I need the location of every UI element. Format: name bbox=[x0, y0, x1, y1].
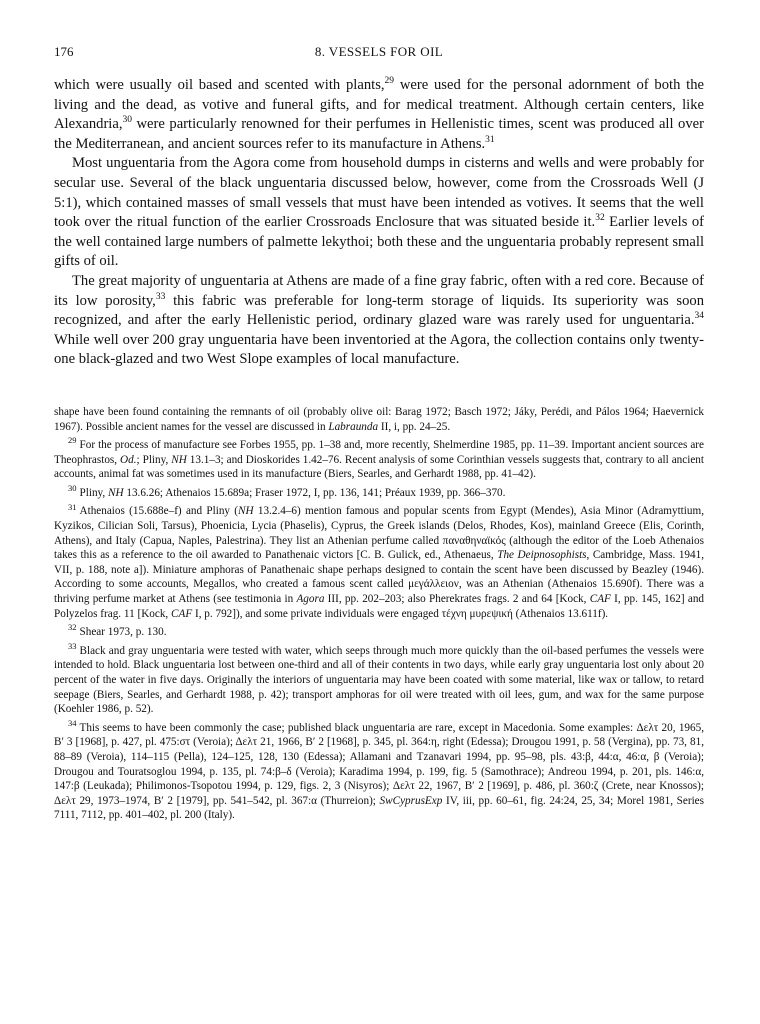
footnote-29: $^{29}$ For the process of manufacture see Forbes 1955, pp. 1–38 and, more recently, Shelmerdine 1985, pp. 11–39. Important ancient sources are Theophrastos, Od.; Pliny, NH 13.1–3; and Dioskorides 1.42–76. Recent analysis of some Corinthian vessels suggests that, contrary to all ancient accounts, animal fat was sometimes used in its manufacture (Biers, Searles, and Gerhardt 1988, pp. 41–42). bbox=[54, 435, 704, 481]
footnote-30: $^{30}$ Pliny, NH 13.6.26; Athenaios 15.689a; Fraser 1972, I, pp. 136, 141; Préaux 1939, pp. 366–370. bbox=[68, 483, 506, 499]
footnote-ref[interactable]: 30 bbox=[122, 115, 132, 126]
footnote-continuation: shape have been found containing the remnants of oil (probably olive oil: Barag 1972; Basch 1972; Jáky, Perédi, and Pálos 1964; Haevernick 1967). Possible ancient names for the vessel are discussed in Labraunda II, i, pp. 24–25. bbox=[54, 405, 704, 433]
book-page bbox=[54, 44, 704, 823]
footnotes bbox=[54, 405, 704, 823]
paragraph: which were usually oil based and scented with plants,$^{29}$ were used for the personal adornment of both the living and the dead, as votive and funeral gifts, and for medical treatment. Although certain centers, like Alexandria,$^{30}$ were particularly renowned for their perfumes in Hellenistic times, scent was produced all over the Mediterranean, and ancient sources refer to its manufacture in Athens.$^{31}$ bbox=[54, 76, 704, 152]
paragraph: Most unguentaria from the Agora come from household dumps in cisterns and wells and were probably for secular use. Several of the black unguentaria discussed below, however, come from the Crossroads Well (J 5:1), which contained masses of small vessels that must have been intended as votives. It seems that the well took over the ritual function of the earlier Crossroads Enclosure that was situated beside it.$^{32}$ Earlier levels of the well contained large numbers of palmette lekythoi; both these and the unguentaria probably represent small gifts of oil. bbox=[54, 155, 705, 270]
page-number: 176 bbox=[54, 44, 74, 59]
footnote-33: $^{33}$ Black and gray unguentaria were tested with water, which seeps through much more quickly than the oil-based perfumes the vessels were intended to hold. Black unguentaria lost between one-third and all of their contents in two days, while early gray unguentaria lost only about 20 percent of the water in five days. Originally the interiors of unguentaria may have been coated with some material, like wax or tallow, to retard seepage (Biers, Searles, and Gerhardt 1988, p. 42); transport amphoras for oil were treated with oil lees, gum, and wax for the same purpose (Koehler 1986, p. 52). bbox=[54, 641, 704, 716]
footnote-32: $^{32}$ Shear 1973, p. 130. bbox=[68, 622, 167, 639]
footnote-ref[interactable]: 32 bbox=[595, 213, 605, 224]
main-text bbox=[54, 76, 704, 370]
footnote-ref[interactable]: 31 bbox=[485, 134, 495, 145]
footnote-ref[interactable]: 29 bbox=[384, 76, 395, 87]
footnote-31: $^{31}$ Athenaios (15.688e–f) and Pliny (NH 13.2.4–6) mention famous and popular scents from Egypt (Mendes), Asia Minor (Adramyttium, Kyzikos, Cilician Soli, Tarsus), Phoenicia, Lycia (Phaselis), Cyprus, the Greek islands (Delos, Rhodes, Kos), mainland Greece (Elis, Corinth, Athens), and Italy (Capua, Naples, Palestrina). They list an Athenian perfume called παναθηναϊκός (although the editor of the Loeb Athenaios takes this as a reference to the oil awarded to Panathenaic victors [C. B. Gulick, ed., Athenaeus, The Deipnosophists, Cambridge, Mass. 1941, VII, p. 188, note a]). Miniature amphoras of Panathenaic shape perhaps designed to contain the scent have been discussed by Beazley (1946). According to some accounts, Megallos, who created a famous scent called μεγάλλειον, was an Athenian (Athenaios 15.690f). There was a thriving perfume market at Athens (see testimonia in Agora III, pp. 202–203; also Pherekrates frags. 2 and 64 [Kock, CAF I, pp. 145, 162] and Polyzelos frag. 11 [Kock, CAF I, p. 792]), and some private individuals were engaged τέχνη μυρεψική (Athenaios 13.611f). bbox=[54, 501, 705, 620]
footnote-ref[interactable]: 34 bbox=[694, 311, 704, 322]
paragraph: The great majority of unguentaria at Athens are made of a fine gray fabric, often with a red core. Because of its low porosity,$^{33}$ this fabric was preferable for long-term storage of liquids. Its superiority was soon recognized, and after the early Hellenistic period, ordinary glazed ware was rarely used for unguentaria.$^{34}$ While well over 200 gray unguentaria have been inventoried at the Agora, the collection contains only twenty-one black-glazed and two West Slope examples of local manufacture. bbox=[54, 272, 704, 368]
running-head: 8. VESSELS FOR OIL bbox=[314, 44, 444, 59]
footnote-ref[interactable]: 33 bbox=[155, 291, 166, 302]
footnote-34: $^{34}$ This seems to have been commonly the case; published black unguentaria are rare, except in Macedonia. Some examples: Δελτ 20, 1965, Β′ 3 [1968], p. 427, pl. 475:στ (Veroia); Δελτ 21, 1966, Β′ 2 [1968], p. 345, pl. 364:η, right (Edessa); Drougou 1991, p. 58 (Vergina), pp. 73, 81, 88–89 (Veroia), 114–115 (Pella), 124–125, 128, 130 (Edessa); Allamani and Tzanavari 1994, pp. 95–98, pls. 43:β, 44:α, 46:α, β (Veroia); Drougou and Touratsoglou 1994, p. 135, pl. 74:β–δ (Veroia); Karadima 1994, p. 199, fig. 5 (Samothrace); Andreou 1994, p. 201, pls. 146:α, 147:β (Leukada); Philimonos-Tsopotou 1994, p. 129, figs. 2, 3 (Nisyros); Δελτ 22, 1967, Β′ 2 [1969], p. 486, pl. 360:ζ (Crete, near Knossos); Δελτ 29, 1973–1974, Β′ 2 [1979], pp. 541–542, pl. 367:α (Thurreion); SwCyprusExp IV, iii, pp. 60–61, fig. 24:24, 25, 34; Morel 1981, Series 7111, 7112, pp. 401–402, pl. 200 (Italy). bbox=[54, 718, 704, 822]
page-header bbox=[54, 44, 704, 66]
